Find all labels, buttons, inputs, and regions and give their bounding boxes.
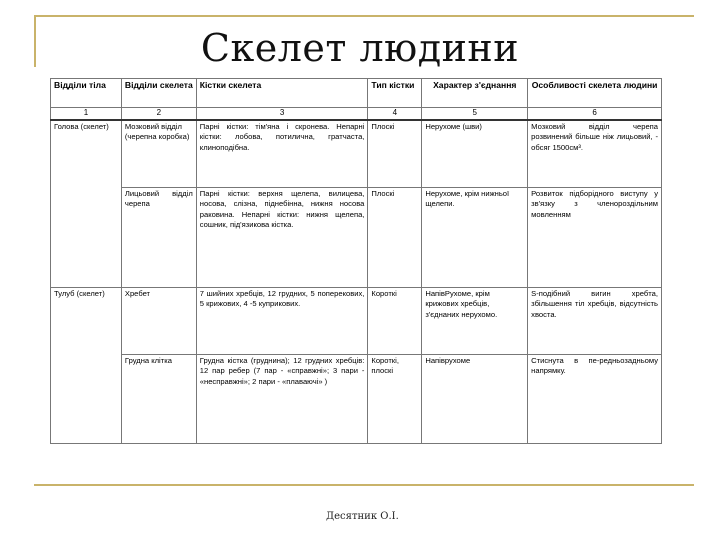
slide-title: Скелет людини [200, 26, 520, 70]
column-number: 1 [51, 108, 122, 120]
joint-cell: Напіврухоме [422, 354, 528, 443]
column-number: 5 [422, 108, 528, 120]
column-number: 4 [368, 108, 422, 120]
features-cell: Стиснута в пе-редньозадньому напрямку. [528, 354, 662, 443]
header-features: Особливості скелета людини [528, 79, 662, 108]
column-number: 6 [528, 108, 662, 120]
header-joint-type: Характер з'єднання [422, 79, 528, 108]
header-skeleton-sections: Відділи скелета [121, 79, 196, 108]
decor-top-line [34, 15, 694, 17]
column-number: 3 [196, 108, 368, 120]
section-cell: Лицьовий відділ черепа [121, 187, 196, 287]
features-cell: Мозковий відділ черепа розвинений більше ніж лицьовий, - обсяг 1500см³. [528, 120, 662, 188]
body-part-trunk: Тулуб (скелет) [51, 287, 122, 443]
joint-cell: НапівРухоме, крім крижових хребців, з'єднаних нерухомо. [422, 287, 528, 354]
header-bones: Кістки скелета [196, 79, 368, 108]
section-cell: Хребет [121, 287, 196, 354]
type-cell: Плоскі [368, 120, 422, 188]
header-body-parts: Відділи тіла [51, 79, 122, 108]
column-numbers-row [51, 108, 662, 120]
table-row [51, 287, 662, 354]
bones-cell: 7 шийних хребців, 12 грудних, 5 поперекових, 5 крижових, 4 -5 куприкових. [196, 287, 368, 354]
table-header-row [51, 79, 662, 108]
type-cell: Плоскі [368, 187, 422, 287]
features-cell: S-подібний вигин хребта, збільшення тіл хребців, відсутність хвоста. [528, 287, 662, 354]
features-cell: Розвиток підборідного виступу у зв'язку з членороздільним мовленням [528, 187, 662, 287]
section-cell: Мозковий відділ (черепна коробка) [121, 120, 196, 188]
column-number: 2 [121, 108, 196, 120]
table-row [51, 354, 662, 443]
type-cell: Короткі [368, 287, 422, 354]
header-bone-type: Тип кістки [368, 79, 422, 108]
bones-cell: Парні кістки: верхня щелепа, вилицева, носова, слізна, піднебінна, нижня носова раковина. Непарні кістки: нижня щелепа, сошник, під'язикова кістка. [196, 187, 368, 287]
skeleton-table [50, 78, 662, 444]
bones-cell: Грудна кістка (груднина); 12 грудних хребців: 12 пар ребер (7 пар - «справжні»; 3 пари - «несправжні»; 2 пари - «плаваючі» ) [196, 354, 368, 443]
joint-cell: Нерухоме (шви) [422, 120, 528, 188]
table-row [51, 120, 662, 188]
skeleton-table-container [50, 78, 662, 444]
decor-bottom-line [34, 484, 694, 486]
bones-cell: Парні кістки: тім'яна і скронева. Непарні кістки: лобова, потилична, гратчаста, клиноподібна. [196, 120, 368, 188]
table-row [51, 187, 662, 287]
footer-author: Десятник О.І. [326, 511, 399, 522]
decor-left-line [34, 15, 36, 67]
joint-cell: Нерухоме, крім нижньої щелепи. [422, 187, 528, 287]
body-part-head: Голова (скелет) [51, 120, 122, 288]
type-cell: Короткі, плоскі [368, 354, 422, 443]
section-cell: Грудна клітка [121, 354, 196, 443]
